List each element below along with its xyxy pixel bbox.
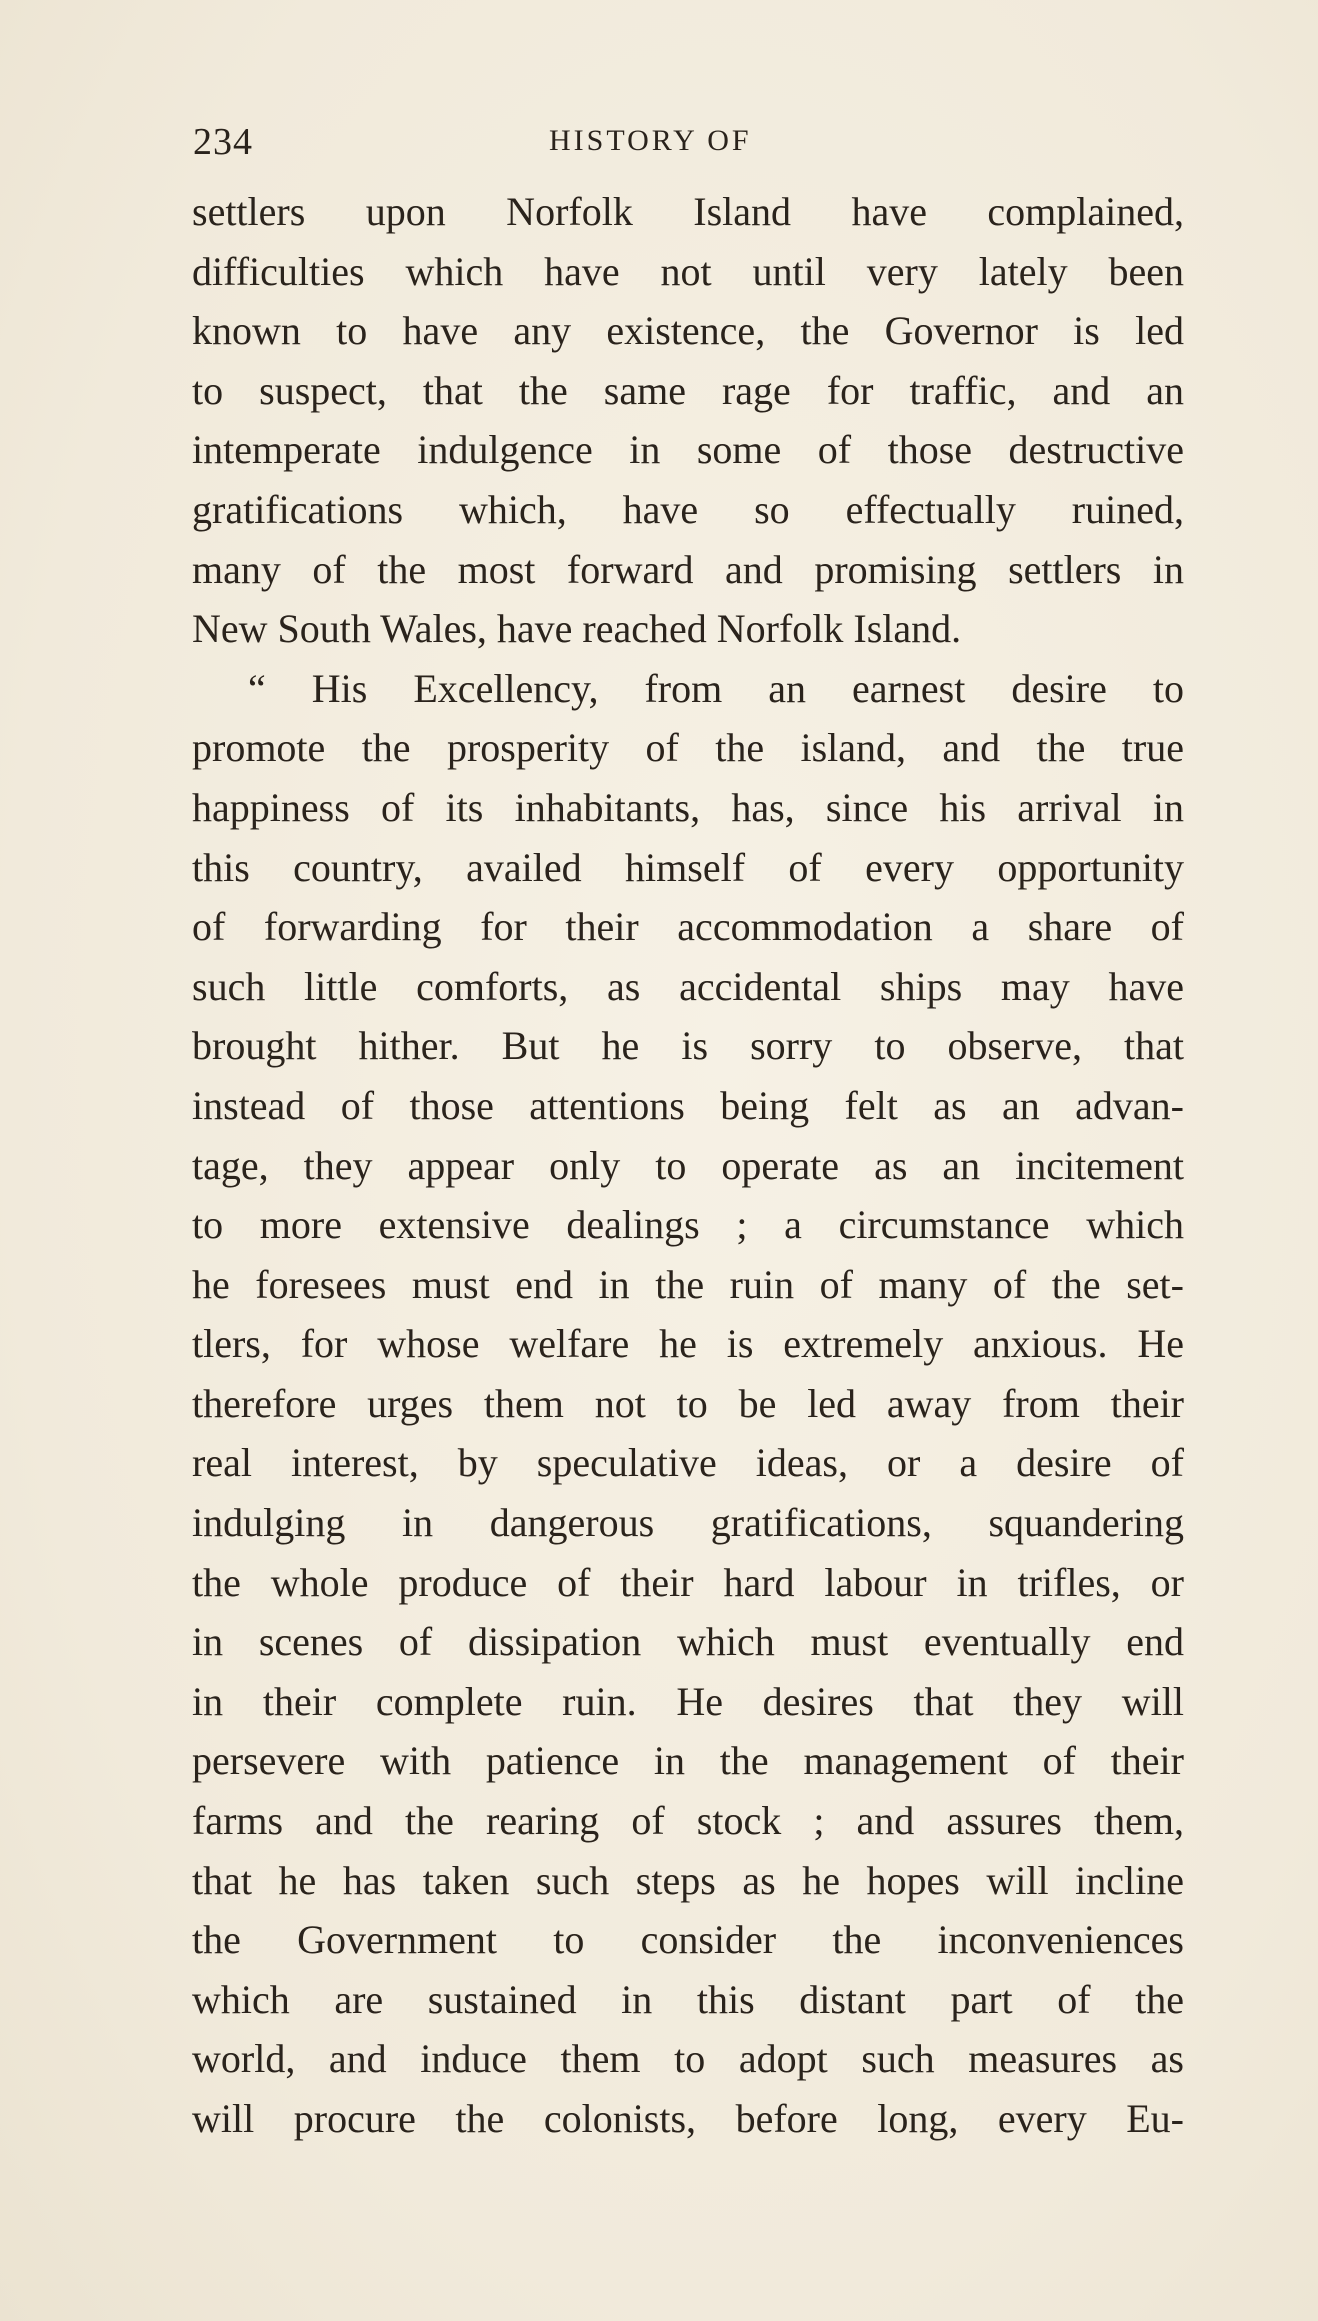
- text-line: indulging in dangerous gratifications, squandering: [192, 1500, 1184, 1546]
- text-line: farms and the rearing of stock ; and assures them,: [192, 1798, 1184, 1844]
- text-line: this country, availed himself of every opportunity: [192, 844, 1184, 890]
- text-line: tage, they appear only to operate as an incitement: [192, 1142, 1184, 1188]
- text-line: “ His Excellency, from an earnest desire to: [248, 665, 1184, 711]
- text-line: tlers, for whose welfare he is extremely anxious. He: [192, 1321, 1184, 1367]
- text-line: the Government to consider the inconveniences: [192, 1917, 1184, 1963]
- running-title: HISTORY OF: [549, 124, 752, 157]
- text-line: therefore urges them not to be led away from their: [192, 1380, 1184, 1426]
- text-line: in their complete ruin. He desires that they will: [192, 1678, 1184, 1724]
- body-text: [192, 182, 1184, 2149]
- text-line: persevere with patience in the management of their: [192, 1738, 1184, 1784]
- text-line: to suspect, that the same rage for traffic, and an: [192, 367, 1184, 413]
- text-line: he foresees must end in the ruin of many of the set-: [192, 1261, 1184, 1307]
- text-line: to more extensive dealings ; a circumstance which: [192, 1202, 1184, 1248]
- text-line: the whole produce of their hard labour in trifles, or: [192, 1559, 1184, 1605]
- text-line: world, and induce them to adopt such measures as: [192, 2036, 1184, 2082]
- text-line: in scenes of dissipation which must eventually end: [192, 1619, 1184, 1665]
- text-line: brought hither. But he is sorry to observe, that: [192, 1023, 1184, 1069]
- text-line: real interest, by speculative ideas, or a desire of: [192, 1440, 1184, 1486]
- text-line: promote the prosperity of the island, and the true: [192, 725, 1184, 771]
- running-head: [0, 120, 1318, 170]
- text-line: settlers upon Norfolk Island have complained,: [192, 189, 1184, 234]
- text-line: New South Wales, have reached Norfolk Island.: [192, 606, 962, 652]
- text-line: difficulties which have not until very lately been: [192, 248, 1184, 294]
- text-line: gratifications which, have so effectually ruined,: [192, 486, 1184, 532]
- text-line: intemperate indulgence in some of those destructive: [192, 427, 1184, 473]
- text-line: will procure the colonists, before long, every Eu-: [192, 2096, 1184, 2141]
- page-number: 234: [193, 121, 253, 163]
- text-line: happiness of its inhabitants, has, since his arrival in: [192, 784, 1184, 830]
- text-line: such little comforts, as accidental ships may have: [192, 963, 1184, 1009]
- text-line: many of the most forward and promising settlers in: [192, 546, 1184, 592]
- text-line: known to have any existence, the Governor is led: [192, 308, 1184, 354]
- text-line: of forwarding for their accommodation a share of: [192, 904, 1184, 950]
- text-line: which are sustained in this distant part of the: [192, 1976, 1184, 2022]
- text-line: that he has taken such steps as he hopes will incline: [192, 1857, 1184, 1903]
- text-line: instead of those attentions being felt as an advan-: [192, 1082, 1184, 1128]
